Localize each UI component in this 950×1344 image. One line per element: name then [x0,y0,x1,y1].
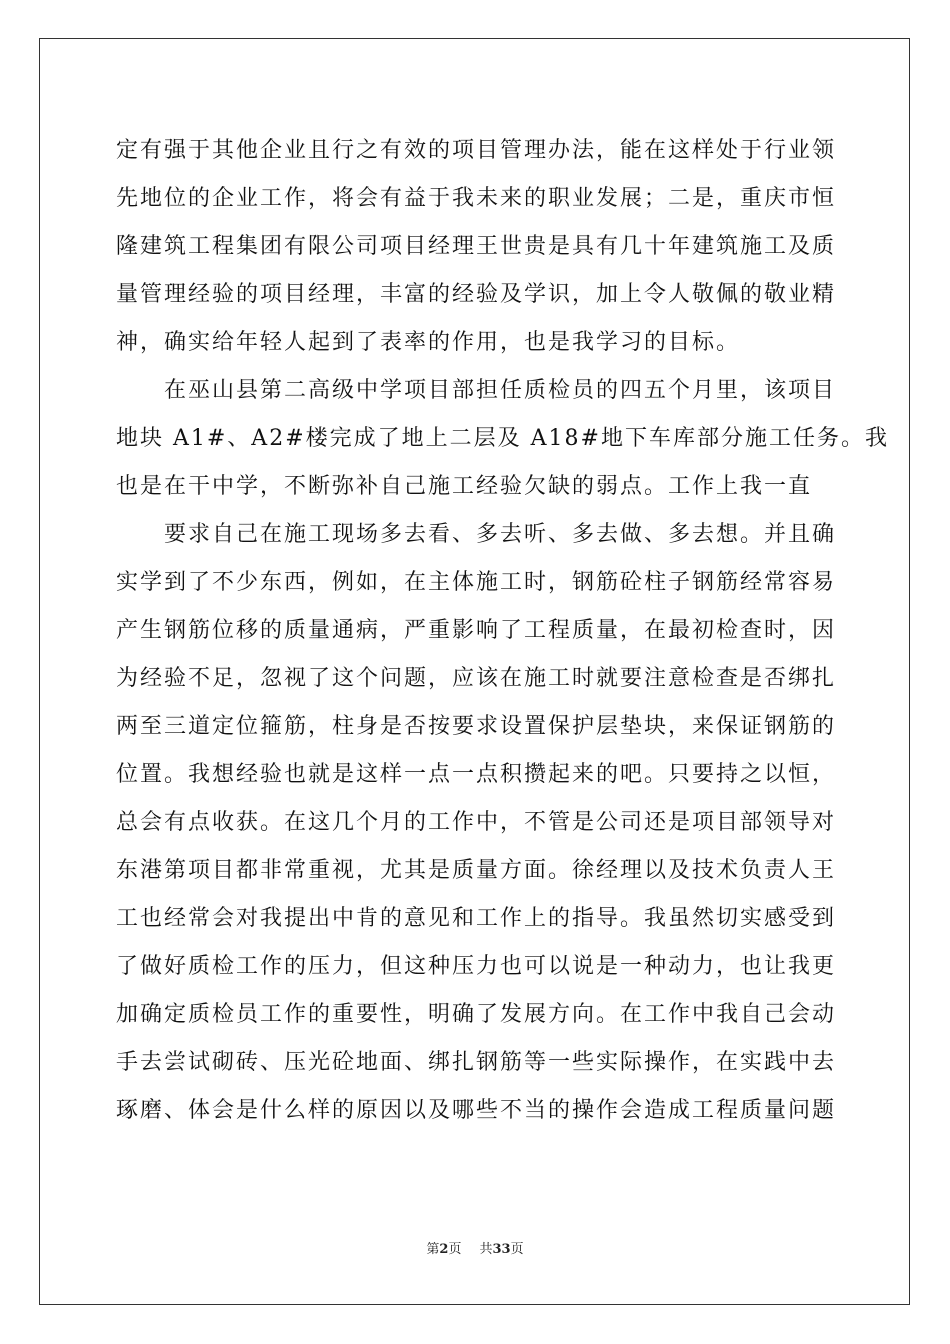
text-line: 为经验不足，忽视了这个问题，应该在施工时就要注意检查是否绑扎 [116,666,837,691]
text-line: 隆建筑工程集团有限公司项目经理王世贵是具有几十年建筑施工及质 [116,234,837,259]
total-suffix: 页 [510,1242,524,1257]
text-line: 手去尝试砌砖、压光砼地面、绑扎钢筋等一些实际操作，在实践中去 [116,1050,837,1075]
text-line: 琢磨、体会是什么样的原因以及哪些不当的操作会造成工程质量问题 [116,1098,837,1123]
page-number: 2 [439,1242,449,1257]
text-line: 实学到了不少东西，例如，在主体施工时，钢筋砼柱子钢筋经常容易 [116,570,837,595]
text-line: 定有强于其他企业且行之有效的项目管理办法，能在这样处于行业领 [116,138,837,163]
text-line: 产生钢筋位移的质量通病，严重影响了工程质量，在最初检查时，因 [116,618,837,643]
text-line: 两至三道定位箍筋，柱身是否按要求设置保护层垫块，来保证钢筋的 [116,714,837,739]
text-line: 加确定质检员工作的重要性，明确了发展方向。在工作中我自己会动 [116,1002,837,1027]
text-line: 在巫山县第二高级中学项目部担任质检员的四五个月里，该项目 [116,378,837,403]
total-pages: 33 [492,1242,511,1257]
page-suffix: 页 [448,1242,462,1257]
document-body [116,127,889,1135]
text-line: 了做好质检工作的压力，但这种压力也可以说是一种动力，也让我更 [116,954,837,979]
text-line: 工也经常会对我提出中肯的意见和工作上的指导。我虽然切实感受到 [116,906,837,931]
page-prefix: 第 [426,1242,440,1257]
total-prefix: 共 [479,1242,493,1257]
text-line: 地块 A1#、A2#楼完成了地上二层及 A18#地下车库部分施工任务。我 [116,426,889,451]
text-line: 总会有点收获。在这几个月的工作中，不管是公司还是项目部领导对 [116,810,837,835]
text-line: 要求自己在施工现场多去看、多去听、多去做、多去想。并且确 [116,522,837,547]
text-line: 也是在干中学，不断弥补自己施工经验欠缺的弱点。工作上我一直 [116,474,813,499]
text-line: 东港第项目都非常重视，尤其是质量方面。徐经理以及技术负责人王 [116,858,837,883]
page-footer [0,1238,950,1257]
text-line: 神，确实给年轻人起到了表率的作用，也是我学习的目标。 [116,330,741,355]
text-line: 先地位的企业工作，将会有益于我未来的职业发展；二是，重庆市恒 [116,186,837,211]
text-line: 位置。我想经验也就是这样一点一点积攒起来的吧。只要持之以恒， [116,762,837,787]
text-line: 量管理经验的项目经理，丰富的经验及学识，加上令人敬佩的敬业精 [116,282,837,307]
